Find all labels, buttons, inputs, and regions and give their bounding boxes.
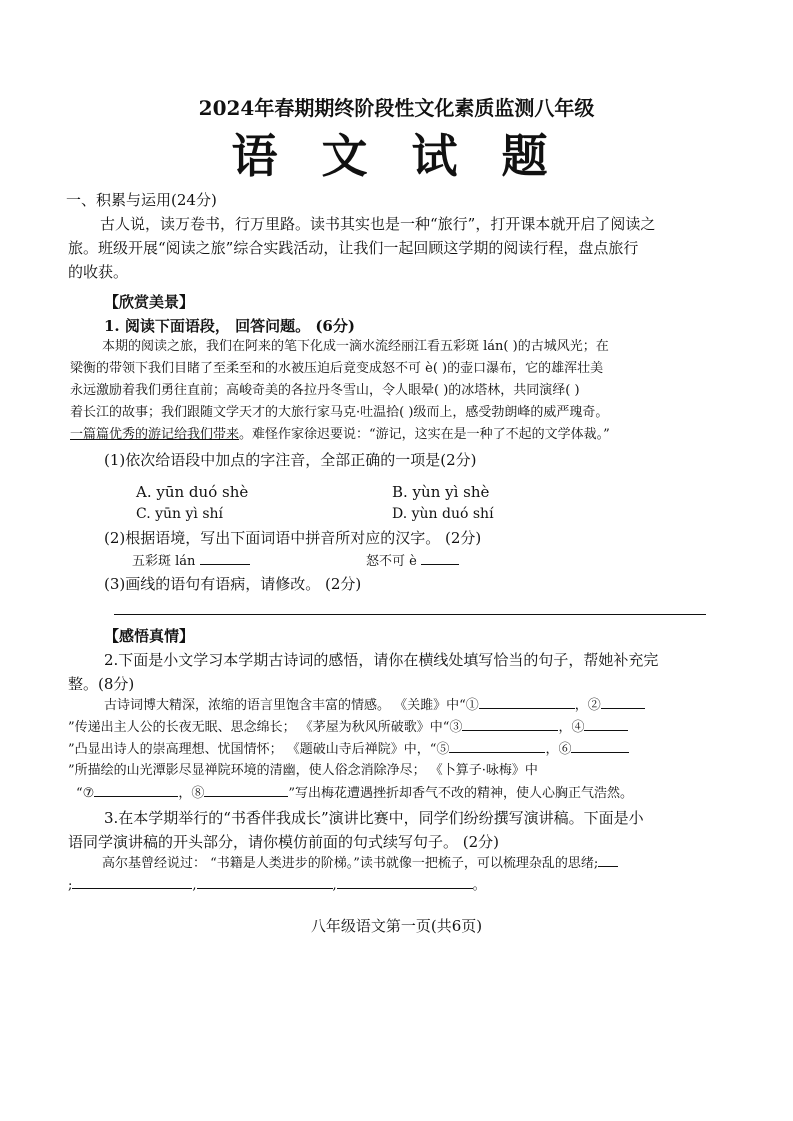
blank-1[interactable] — [479, 694, 575, 709]
poem-text: ，② — [574, 698, 601, 713]
intro-line-1: 古人说，读万卷书，行万里路。读书其实也是一种“旅行”，打开课本就开启了阅读之 — [100, 215, 656, 233]
word-2: 怒不可 è — [366, 554, 417, 569]
exam-subtitle: 2024年春期期终阶段性文化素质监测八年级 — [198, 96, 595, 120]
q3-sep: ; — [68, 878, 73, 893]
option-d[interactable]: D. yùn duó shí — [392, 506, 494, 522]
poem-text: “⑦ — [76, 786, 95, 801]
option-b[interactable]: B. yùn yì shè — [392, 483, 490, 501]
subquestion-1: (1)依次给语段中加点的字注音，全部正确的一项是(2分) — [104, 451, 477, 469]
blank-5[interactable] — [449, 738, 545, 753]
intro-line-3: 的收获。 — [68, 263, 129, 281]
poem-line-5 — [76, 782, 633, 805]
word-2-blank[interactable] — [421, 550, 459, 565]
passage-line-5 — [70, 424, 610, 446]
q3-blank-0[interactable] — [598, 852, 618, 867]
poem-text: 古诗词博大精深，浓缩的语言里饱含丰富的情感。 《关雎》中“① — [104, 698, 479, 713]
q3-text: 高尔基曾经说过： “书籍是人类进步的阶梯。”读书就像一把梳子，可以梳理杂乱的思绪; — [102, 856, 599, 871]
blank-8[interactable] — [204, 782, 288, 797]
blank-7[interactable] — [94, 782, 178, 797]
q3-blank-2[interactable] — [197, 874, 333, 889]
q3-end: 。 — [472, 878, 486, 893]
passage-line-2: 梁衡的带领下我们目睹了至柔至和的水被压迫后竟变成怒不可 è( )的壶口瀑布，它的雄浑壮美 — [70, 361, 604, 376]
page-footer: 八年级语文第一页(共6页) — [310, 917, 483, 935]
poem-line-2 — [68, 716, 628, 739]
intro-line-2: 旅。班级开展“阅读之旅”综合实践活动，让我们一起回顾这学期的阅读行程，盘点旅行 — [68, 239, 639, 257]
passage-line-3: 永远激励着我们勇往直前；高峻奇美的各拉丹冬雪山，令人眼晕( )的冰塔林，共同演绎( ) — [70, 383, 580, 398]
poem-text: ”传递出主人公的长夜无眠、思念绵长； 《茅屋为秋风所破歌》中“③ — [68, 720, 463, 735]
poem-line-1 — [104, 694, 645, 717]
word-1: 五彩斑 lán — [132, 554, 196, 569]
underlined-sentence: 一篇篇优秀的游记给我们带来 — [70, 427, 240, 442]
blank-4[interactable] — [584, 716, 628, 731]
blank-6[interactable] — [571, 738, 629, 753]
question-2-title-2: 整。(8分) — [68, 675, 135, 693]
q3-blank-line — [68, 874, 486, 897]
subquestion-2: (2)根据语境，写出下面词语中拼音所对应的汉字。 (2分) — [104, 529, 482, 547]
poem-line-3 — [68, 738, 629, 761]
q3-text-line — [102, 852, 618, 875]
poem-text: ，④ — [558, 720, 585, 735]
passage-line-1: 本期的阅读之旅，我们在阿来的笔下化成一滴水流经丽江看五彩斑 lán( )的古城风光；在 — [102, 339, 609, 354]
question-2-title-1: 2.下面是小文学习本学期古诗词的感悟，请你在横线处填写恰当的句子，帮她补充完 — [104, 651, 659, 669]
answer-line-3[interactable] — [114, 614, 706, 615]
question-3-title-1: 3.在本学期举行的“书香伴我成长”演讲比赛中，同学们纷纷撰写演讲稿。下面是小 — [104, 809, 644, 827]
poem-line-4: ”所描绘的山光潭影尽显禅院环境的清幽，使人俗念消除净尽； 《卜算子·咏梅》中 — [68, 763, 538, 778]
exam-title: 语 文 试 题 — [231, 129, 562, 183]
q3-sep: , — [192, 878, 197, 893]
q3-blank-3[interactable] — [337, 874, 473, 889]
blank-3[interactable] — [462, 716, 558, 731]
word-1-blank[interactable] — [200, 550, 250, 565]
poem-text: ”写出梅花遭遇挫折却香气不改的精神，使人心胸正气浩然。 — [288, 786, 633, 801]
poem-text: ，⑥ — [545, 742, 572, 757]
question-1-title: 1. 阅读下面语段， 回答问题。 (6分) — [104, 317, 355, 335]
option-c[interactable]: C. yūn yì shí — [136, 506, 224, 522]
poem-text: ，⑧ — [178, 786, 205, 801]
passage-line-4: 着长江的故事；我们跟随文学天才的大旅行家马克·吐温拾( )级而上，感受勃朗峰的威严瑰奇。 — [70, 405, 609, 420]
word-1-row — [132, 550, 250, 573]
section-heading: 一、积累与运用(24分) — [66, 191, 217, 209]
poem-text: ”凸显出诗人的崇高理想、忧国情怀； 《题破山寺后禅院》中，“⑤ — [68, 742, 450, 757]
passage-line-5-rest: 。难怪作家徐迟要说：“游记，这实在是一种了不起的文学体裁。” — [239, 427, 610, 442]
question-3-title-2: 语同学演讲稿的开头部分，请你模仿前面的句式续写句子。 (2分) — [68, 833, 500, 851]
q3-sep: , — [332, 878, 337, 893]
word-2-row — [366, 550, 459, 573]
part-tag-feel: 【感悟真情】 — [104, 627, 195, 645]
q3-blank-1[interactable] — [72, 874, 192, 889]
subquestion-3: (3)画线的语句有语病，请修改。 (2分) — [104, 575, 362, 593]
part-tag-appreciate: 【欣赏美景】 — [104, 293, 195, 311]
option-a[interactable]: A. yūn duó shè — [136, 483, 249, 501]
blank-2[interactable] — [601, 694, 645, 709]
